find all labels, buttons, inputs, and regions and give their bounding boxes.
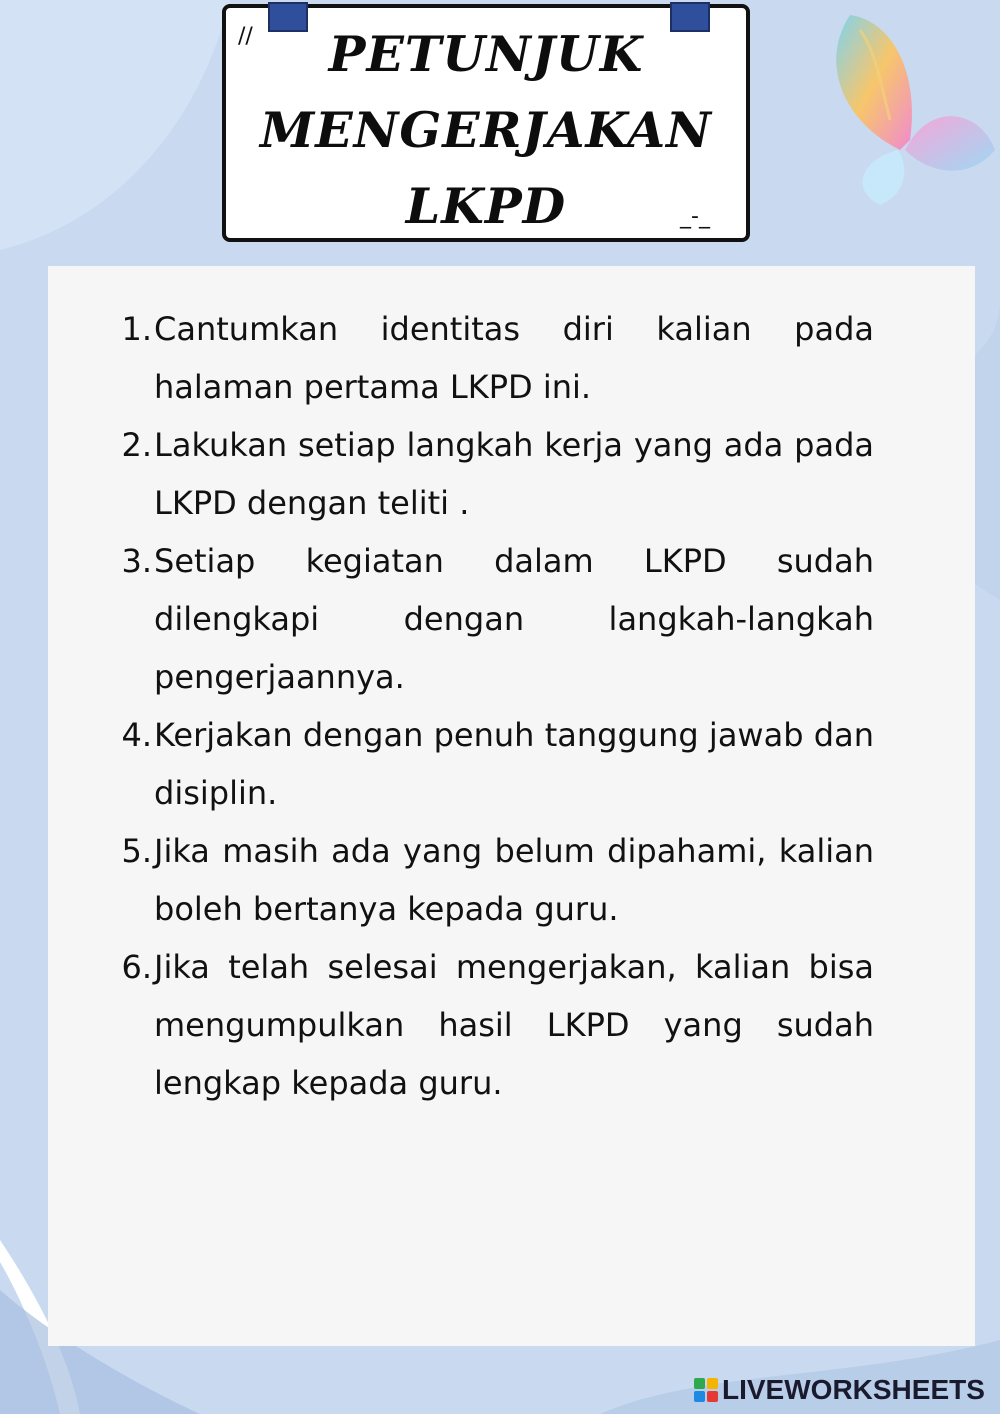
- instruction-item-2: [110, 416, 874, 532]
- instruction-item-4: [110, 706, 874, 822]
- instruction-text: Jika telah selesai mengerjakan, kalian bisa mengumpulkan hasil LKPD yang sudah lengkap kepada guru.: [154, 948, 874, 1102]
- liveworksheets-logo-icon: [694, 1378, 718, 1402]
- instruction-number: 3.: [121, 542, 152, 580]
- instruction-text: Cantumkan identitas diri kalian pada halaman pertama LKPD ini.: [154, 310, 874, 406]
- butterfly-icon: [780, 0, 1000, 210]
- instruction-item-5: [110, 822, 874, 938]
- page-title: [226, 16, 746, 244]
- instruction-item-1: [110, 300, 874, 416]
- liveworksheets-logo-link[interactable]: [694, 1374, 985, 1406]
- instruction-text: Lakukan setiap langkah kerja yang ada pada LKPD dengan teliti .: [154, 426, 874, 522]
- title-card: [222, 4, 750, 242]
- liveworksheets-brand: LIVEWORKSHEETS: [722, 1374, 985, 1405]
- doodle-mark: //: [238, 24, 253, 49]
- instruction-number: 2.: [121, 426, 152, 464]
- instruction-number: 1.: [121, 310, 152, 348]
- doodle-underline: _-_: [680, 204, 710, 229]
- instruction-text: Setiap kegiatan dalam LKPD sudah dilengkapi dengan langkah-langkah pengerjaannya.: [154, 542, 874, 696]
- title-line-1: PETUNJUK: [328, 25, 644, 83]
- instruction-number: 6.: [121, 948, 152, 986]
- instruction-number: 4.: [121, 716, 152, 754]
- instruction-text: Jika masih ada yang belum dipahami, kalian boleh bertanya kepada guru.: [154, 832, 874, 928]
- instruction-text: Kerjakan dengan penuh tanggung jawab dan disiplin.: [154, 716, 874, 812]
- instruction-number: 5.: [121, 832, 152, 870]
- instruction-item-6: [110, 938, 874, 1112]
- title-line-3: LKPD: [405, 177, 567, 235]
- instruction-item-3: [110, 532, 874, 706]
- instruction-list: [110, 300, 874, 1112]
- title-line-2: MENGERJAKAN: [260, 101, 712, 159]
